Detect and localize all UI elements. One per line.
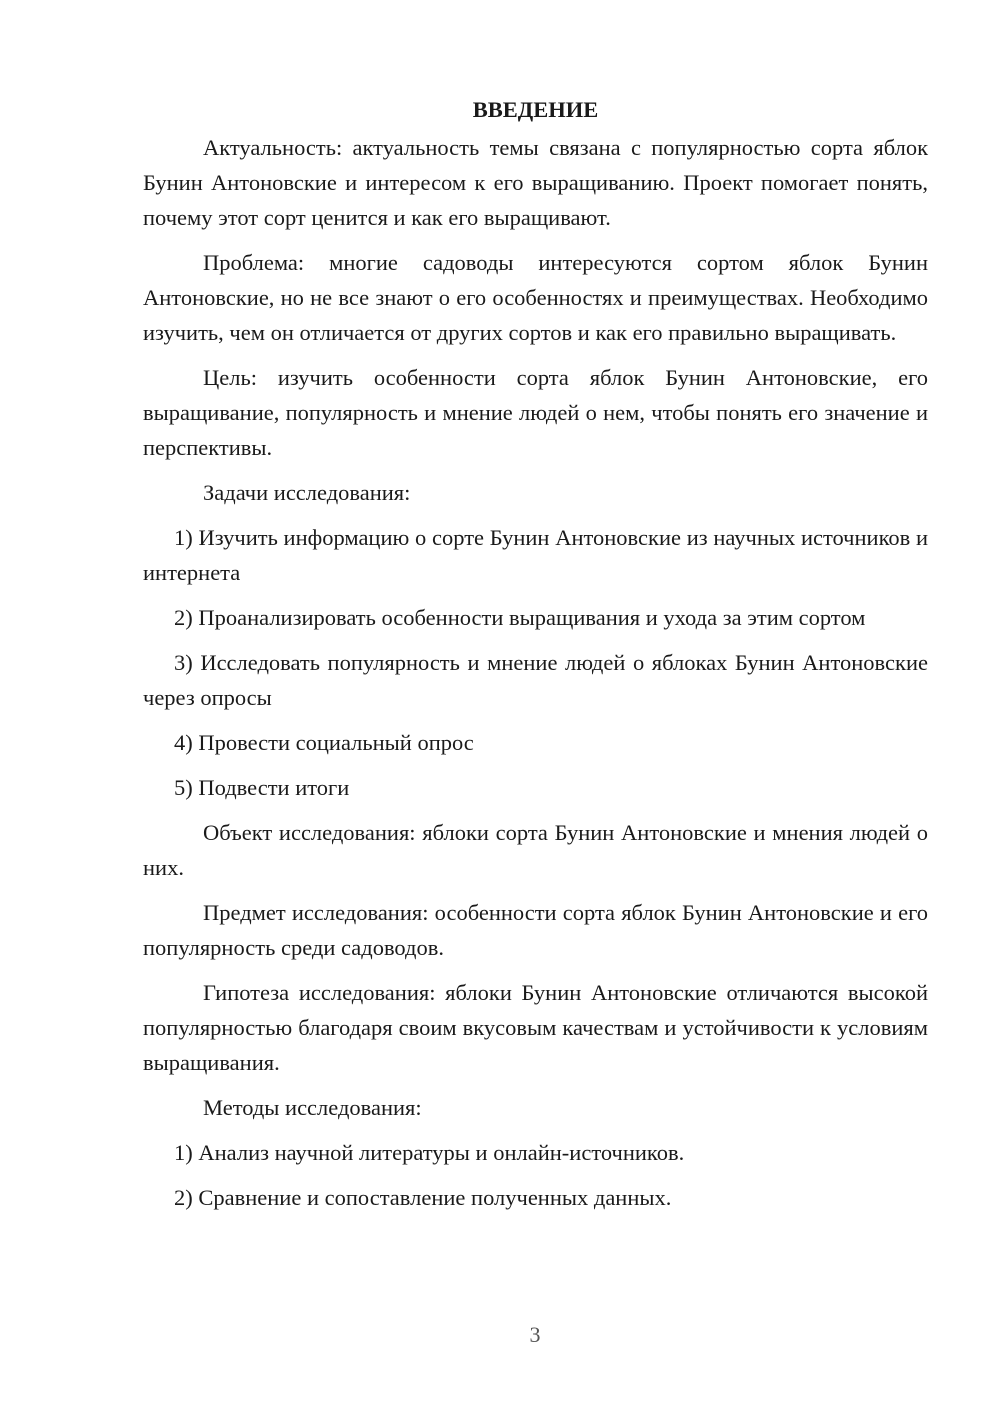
relevance-paragraph: Актуальность: актуальность темы связана с популярностью сорта яблок Бунин Антоновские и интересом к его выращиванию. Проект помогает понять, почему этот сорт ценится и как его выращивают.	[143, 135, 928, 230]
problem-paragraph: Проблема: многие садоводы интересуются сортом яблок Бунин Антоновские, но не все знают о его особенностях и преимуществах. Необходимо изучить, чем он отличается от других сортов и как его правильно выращивать.	[143, 250, 928, 345]
method-item: 1) Анализ научной литературы и онлайн-источников.	[174, 1140, 685, 1165]
task-item: 3) Исследовать популярность и мнение людей о яблоках Бунин Антоновские через опросы	[143, 650, 928, 710]
task-item: 4) Провести социальный опрос	[174, 730, 474, 755]
task-item: 2) Проанализировать особенности выращивания и ухода за этим сортом	[174, 605, 866, 630]
subject-paragraph: Предмет исследования: особенности сорта яблок Бунин Антоновские и его популярность среди садоводов.	[143, 900, 928, 960]
goal-paragraph: Цель: изучить особенности сорта яблок Бунин Антоновские, его выращивание, популярность и мнение людей о нем, чтобы понять его значение и перспективы.	[143, 365, 928, 460]
page-title: ВВЕДЕНИЕ	[472, 97, 599, 122]
hypothesis-paragraph: Гипотеза исследования: яблоки Бунин Антоновские отличаются высокой популярностью благодаря своим вкусовым качествам и устойчивости к условиям выращивания.	[143, 980, 928, 1075]
methods-heading: Методы исследования:	[203, 1095, 422, 1120]
method-item: 2) Сравнение и сопоставление полученных данных.	[174, 1185, 672, 1210]
text-column	[143, 92, 928, 1225]
task-item: 5) Подвести итоги	[174, 775, 350, 800]
task-item: 1) Изучить информацию о сорте Бунин Антоновские из научных источников и интернета	[143, 525, 928, 585]
tasks-heading: Задачи исследования:	[203, 480, 411, 505]
object-paragraph: Объект исследования: яблоки сорта Бунин Антоновские и мнения людей о них.	[143, 820, 928, 880]
page-number: 3	[529, 1322, 541, 1347]
